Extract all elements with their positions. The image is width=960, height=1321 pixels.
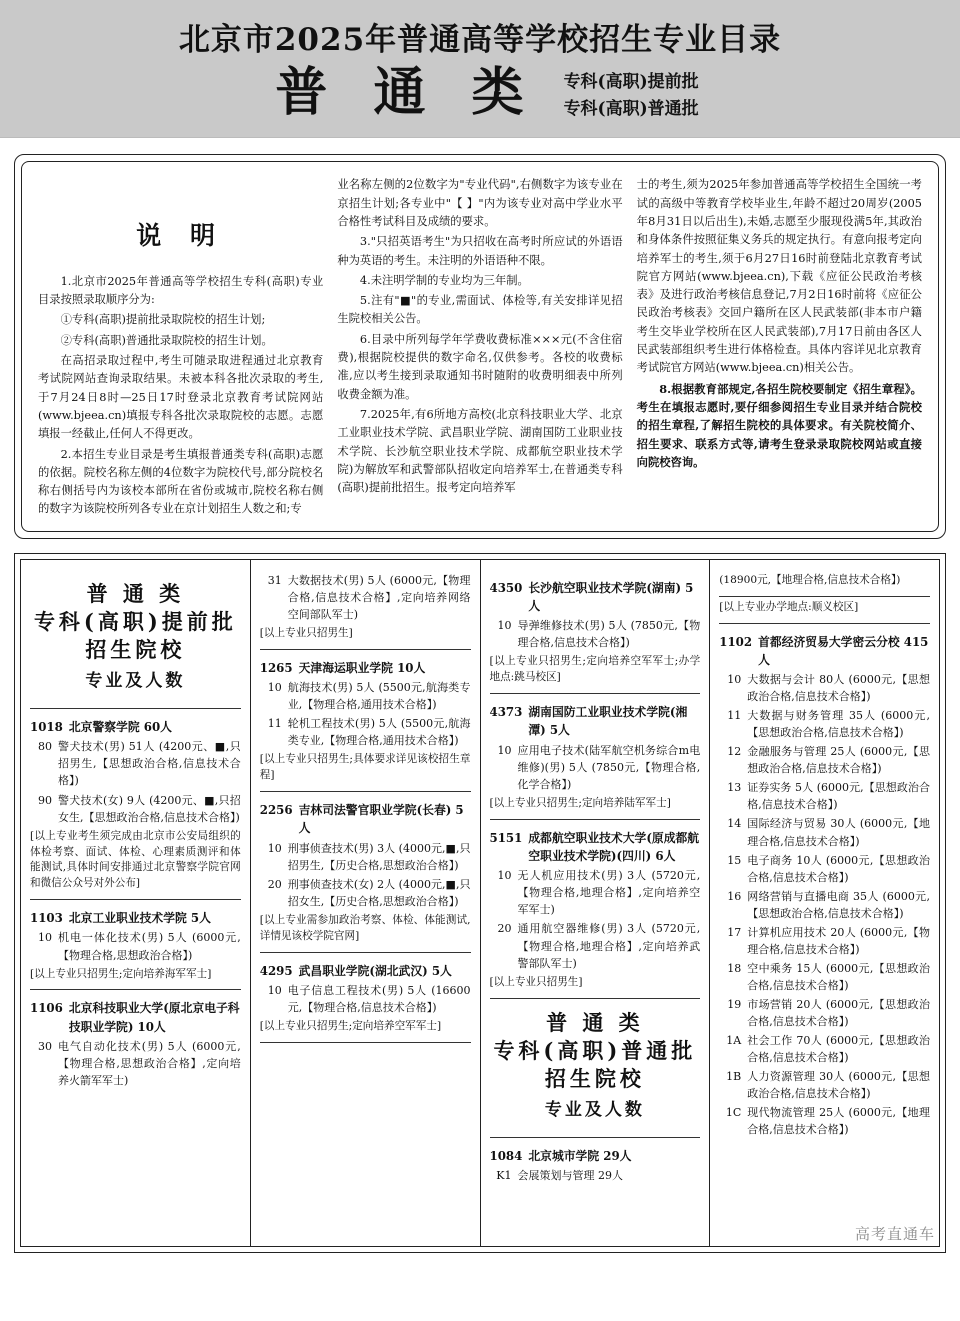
- entry-note: [以上专业只招男生;具体要求详见该校招生章程]: [259, 753, 471, 782]
- explanation-box: [21, 161, 939, 531]
- major-code: 20: [267, 877, 282, 891]
- school-name: 首都经济贸易大学密云分校 415人: [758, 634, 929, 667]
- banner-line-3: 招生院校: [544, 1066, 645, 1092]
- major-code: 10: [497, 743, 512, 757]
- major-entry: [260, 876, 471, 910]
- major-text: 电子信息工程技术(男) 5人 (16600元,【物理合格,信息技术合格】): [287, 983, 471, 1014]
- major-entry: [719, 960, 930, 994]
- major-text: 机电一体化技术(男) 5人 (6000元,【物理合格,思想政治合格】): [58, 931, 241, 962]
- header-batches: [564, 63, 699, 123]
- major-text: 计算机应用技术 20人 (6000元,【物理合格,信息技术合格】): [747, 925, 930, 956]
- major-code: 10: [727, 673, 742, 687]
- school-entry: [260, 801, 471, 838]
- major-text: 通用航空器维修(男) 3人 (5720元,【物理合格,地理合格】,定向培养武警部队军士): [517, 922, 701, 970]
- major-code: 13: [727, 781, 742, 795]
- header-row: [0, 63, 960, 123]
- major-text: 会展策划与管理 29人: [517, 1169, 623, 1183]
- major-text: 电气自动化技术(男) 5人 (6000元,【物理合格,思想政治合格】,定向培养火箭军军士): [58, 1040, 241, 1088]
- major-code: 12: [727, 745, 742, 759]
- school-entry: [260, 659, 471, 677]
- major-entry: [719, 707, 930, 741]
- major-code: 1C: [725, 1106, 742, 1120]
- explain-p-bold: 8.根据教育部规定,各招生院校要制定《招生章程》。考生在填报志愿时,要仔细参阅招生专业目录并结合院校的招生章程,了解招生院校的具体要求。有关院校简介、招生要求、联系方式等,请考生登录录取院校网站或直接向院校咨询。: [636, 381, 922, 469]
- divider: [490, 1137, 701, 1138]
- major-text: 现代物流管理 25人 (6000元,【地理合格,信息技术合格】): [747, 1106, 930, 1137]
- major-code: 11: [267, 717, 282, 731]
- explain-p: 6.目录中所列每学年学费收费标准×××元(不含住宿费),根据院校提供的数字命名,仅供参考。各校的收费标准,应以考生接到录取通知书时随附的收费明细表中所列收费金额为准。: [337, 332, 623, 401]
- explain-p: 3."只招英语考生"为只招收在高考时所应试的外语语种为英语的考生。未注明的外语语种不限。: [337, 235, 623, 267]
- banner-line-4: 专业及人数: [85, 670, 186, 691]
- catalog-entries: [30, 718, 241, 1089]
- major-entry: [719, 852, 930, 886]
- entry-note: [以上专业办学地点:顺义校区]: [719, 600, 859, 613]
- school-name: 武昌职业学院(湖北武汉) 5人: [298, 963, 452, 978]
- major-text: 警犬技术(女) 9人 (4200元、■,只招女生,【思想政治合格,信息技术合格】): [58, 793, 241, 824]
- school-entry: [30, 999, 241, 1036]
- school-code: 1018: [30, 720, 63, 735]
- banner-line-1: 普 通 类: [546, 1009, 644, 1035]
- major-text: 空中乘务 15人 (6000元,【思想政治合格,信息技术合格】): [747, 961, 930, 992]
- major-entry: [490, 617, 701, 651]
- divider: [490, 819, 701, 820]
- divider: [260, 952, 471, 953]
- major-entry: [260, 840, 471, 874]
- divider: [260, 649, 471, 650]
- major-code: 16: [727, 889, 742, 903]
- banner-regular-batch: [490, 1009, 701, 1123]
- major-entry: [260, 715, 471, 749]
- major-text: 证券实务 5人 (6000元,【思想政治合格,信息技术合格】): [747, 781, 930, 812]
- major-entry: [719, 671, 930, 705]
- catalog-column-4: [710, 560, 939, 1246]
- catalog-entries: [260, 572, 471, 1043]
- major-entry: [490, 920, 701, 971]
- school-entry: [30, 718, 241, 736]
- major-entry: [260, 679, 471, 713]
- major-entry: [260, 572, 471, 623]
- catalog-column-3: [481, 560, 711, 1246]
- explain-p: ②专科(高职)普通批录取院校的招生计划。: [60, 333, 273, 347]
- major-entry: [30, 1038, 241, 1089]
- major-code: 18: [727, 961, 742, 975]
- major-code: 10: [267, 983, 282, 997]
- explain-p: 在高招录取过程中,考生可随录取进程通过北京教育考试院网站查询录取结果。未被本科各批次录取的考生,于7月24日8时—25日17时登录北京教育考试院网站(www.bjeea.cn)填报专科各批次录取院校的志愿。志愿填报一经截止,任何人不得更改。: [38, 354, 324, 441]
- school-code: 1102: [719, 634, 753, 649]
- banner-line-4: 专业及人数: [544, 1099, 645, 1120]
- school-name: 长沙航空职业技术学院(湖南) 5人: [528, 580, 694, 614]
- major-entry: [30, 929, 241, 963]
- explain-p: 7.2025年,有6所地方高校(北京科技职业大学、北京工业职业技术学院、武昌职业学院、湖南国防工业职业技术学院、长沙航空职业技术学院、成都航空职业技术学院)为解放军和武警部队招收定向培养军士,在普通类专科(高职)提前批招生。报考定向培养军: [337, 407, 623, 495]
- catalog-column-2: [251, 560, 481, 1246]
- school-name: 成都航空职业技术大学(原成都航空职业技术学院)(四川) 6人: [528, 830, 700, 864]
- major-text: 国际经济与贸易 30人 (6000元,【地理合格,信息技术合格】): [747, 817, 930, 848]
- major-code: 19: [727, 997, 742, 1011]
- school-name: 北京工业职业技术学院 5人: [68, 911, 211, 926]
- school-entry: [490, 703, 701, 740]
- banner-line-2: 专科(高职)普通批: [493, 1037, 697, 1063]
- entry-note: [以上专业只招男生;定向培养空军军士;办学地点:跳马校区]: [489, 655, 701, 684]
- major-entry: [490, 867, 701, 918]
- page-header: [0, 0, 960, 138]
- major-code: 31: [267, 573, 282, 587]
- divider: [30, 989, 241, 990]
- major-entry: [719, 743, 930, 777]
- catalog-column-1: [21, 560, 251, 1246]
- page-title: 北京市2025年普通高等学校招生专业目录: [178, 22, 782, 58]
- batch-regular-label: 专科(高职)普通批: [563, 99, 699, 120]
- school-entry: [30, 909, 241, 927]
- school-name: 湖南国防工业职业技术学院(湘潭) 5人: [528, 705, 688, 738]
- major-text: 无人机应用技术(男) 3人 (5720元,【物理合格,地理合格】,定向培养空军军士): [517, 869, 701, 917]
- major-entry: [719, 1104, 930, 1138]
- entry-note: (18900元,【地理合格,信息技术合格】): [719, 573, 901, 586]
- banner-early-batch: [30, 580, 241, 694]
- major-code: 15: [727, 853, 742, 867]
- entry-note: [以上专业只招男生]: [259, 626, 353, 639]
- major-code: K1: [496, 1169, 512, 1183]
- explanation-column-1: [38, 176, 323, 520]
- explain-p: 2.本招生专业目录是考生填报普通类专科(高职)志愿的依据。院校名称左侧的4位数字为院校代号,部分院校名称右侧括号内为该校本部所在省份或城市,院校名称右侧的数字为该院校所列各专业在京计划招生人数之和;专: [38, 447, 324, 516]
- major-text: 社会工作 70人 (6000元,【思想政治合格,信息技术合格】): [747, 1034, 930, 1065]
- school-name: 天津海运职业学院 10人: [298, 660, 426, 675]
- school-entry: [260, 962, 471, 980]
- divider: [30, 899, 241, 900]
- major-text: 警犬技术(男) 51人 (4200元、■,只招男生,【思想政治合格,信息技术合格】): [58, 740, 241, 788]
- divider: [260, 791, 471, 792]
- header-category: 普 通 类: [275, 61, 538, 123]
- major-code: 80: [38, 740, 52, 754]
- major-code: 30: [38, 1040, 52, 1054]
- major-code: 20: [497, 922, 512, 936]
- divider: [490, 998, 701, 999]
- entry-note: [以上专业只招男生;定向培养陆军军士]: [489, 796, 671, 809]
- major-code: 10: [267, 681, 282, 695]
- school-code: 1084: [489, 1148, 523, 1163]
- major-text: 金融服务与管理 25人 (6000元,【思想政治合格,信息技术合格】): [747, 745, 930, 776]
- major-entry: [719, 1068, 930, 1102]
- divider: [260, 1042, 471, 1043]
- school-entry: [490, 579, 701, 616]
- watermark: 高考直通车: [854, 1225, 935, 1243]
- major-entry: [260, 982, 471, 1016]
- school-name: 北京城市学院 29人: [528, 1148, 632, 1163]
- explanation-column-3: [637, 176, 922, 520]
- major-entry: [719, 1032, 930, 1066]
- batch-early-label: 专科(高职)提前批: [563, 72, 699, 92]
- explain-p: 士的考生,须为2025年参加普通高等学校招生全国统一考试的高级中等教育学校毕业生,年龄不超过20周岁(2005年8月31日以后出生),未婚,志愿至少服现役满5年,其政治和身体条件按照征集义务兵的规定执行。有意向报考定向培养军士的考生,须于6月27日16时前登陆北京教育考试院官方网站(www.bjeea.cn),下载《应征公民政治考核表》及进行政治考核信息登记,7月2日16时前将《应征公民政治考核表》交回户籍所在区人民武装部(非本市户籍考生交毕业学校所在区人民武装部),7月17日前由各区人民武装部组织考生进行体格检查。具体内容详见北京教育考试院官方网站(www.bjeea.cn)相关公告。: [636, 178, 922, 375]
- major-text: 航海技术(男) 5人 (5500元,航海类专业,【物理合格,通用技术合格】): [287, 681, 471, 712]
- school-code: 4295: [259, 963, 293, 978]
- major-code: 10: [497, 869, 512, 883]
- school-entry: [490, 829, 701, 866]
- major-text: 网络营销与直播电商 35人 (6000元,【思想政治合格,信息技术合格】): [747, 889, 930, 920]
- major-code: 10: [497, 619, 512, 633]
- divider: [30, 708, 241, 709]
- major-text: 导弹维修技术(男) 5人 (7850元,【物理合格,信息技术合格】): [517, 619, 701, 650]
- major-code: 90: [38, 793, 52, 807]
- major-text: 大数据技术(男) 5人 (6000元,【物理合格,信息技术合格】,定向培养网络空间部队军士): [287, 573, 471, 621]
- major-code: 11: [727, 709, 742, 723]
- divider: [719, 623, 930, 624]
- explain-p: 4.未注明学制的专业均为三年制。: [359, 273, 529, 287]
- major-code: 10: [38, 931, 52, 945]
- explain-p: 5.注有"■"的专业,需面试、体检等,有关安排详见招生院校相关公告。: [337, 294, 623, 326]
- major-entry: [490, 742, 701, 793]
- major-entry: [719, 888, 930, 922]
- major-code: 10: [267, 841, 282, 855]
- entry-note: [以上专业考生须完成由北京市公安局组织的体检考察、面试、体检、心理素质测评和体能测试,具体时间安排通过北京警察学院官网和微信公众号对外公布]: [30, 829, 241, 890]
- major-entry: [719, 779, 930, 813]
- school-entry: [490, 1147, 701, 1165]
- banner-line-1: 普 通 类: [86, 580, 185, 606]
- major-text: 大数据与会计 80人 (6000元,【思想政治合格,信息技术合格】): [747, 673, 930, 704]
- explanation-title: 说 明: [136, 221, 226, 251]
- banner-line-2: 专科(高职)提前批: [33, 609, 237, 635]
- divider: [719, 596, 930, 597]
- school-code: 1103: [30, 911, 63, 926]
- major-entry: [719, 924, 930, 958]
- major-entry: [30, 738, 241, 789]
- major-code: 14: [727, 817, 742, 831]
- explain-p: 业名称左侧的2位数字为"专业代码",右侧数字为该专业在京招生计划;各专业中"【 】"内为该专业对高中学业水平合格性考试科目及成绩的要求。: [337, 178, 623, 228]
- catalog-entries: [490, 579, 701, 1184]
- banner-line-3: 招生院校: [85, 637, 186, 663]
- explanation-section: [14, 154, 946, 538]
- entry-note: [以上专业需参加政治考察、体检、体能测试,详情见该校学院官网]: [259, 913, 471, 942]
- entry-note: [以上专业只招男生]: [489, 975, 583, 988]
- catalog-columns: [20, 559, 940, 1247]
- school-name: 吉林司法警官职业学院(长春) 5人: [298, 803, 464, 836]
- major-entry: [490, 1167, 701, 1184]
- divider: [490, 693, 701, 694]
- explanation-column-2: [337, 176, 622, 520]
- catalog-entries: [719, 573, 930, 1139]
- school-code: 2256: [259, 803, 293, 818]
- school-code: 1265: [259, 660, 293, 675]
- major-text: 刑事侦查技术(女) 2人 (4000元,■,只招女生,【历史合格,思想政治合格】): [287, 877, 471, 908]
- major-code: 1B: [726, 1070, 742, 1084]
- entry-note: [以上专业只招男生;定向培养海军军士]: [30, 967, 212, 980]
- major-text: 应用电子技术(陆军航空机务综合m电维修)(男) 5人 (7850元,【物理合格,化学合格】): [517, 743, 701, 791]
- school-entry: [719, 633, 930, 670]
- major-entry: [719, 815, 930, 849]
- explain-p: ①专科(高职)提前批录取院校的招生计划;: [60, 313, 266, 327]
- major-code: 17: [727, 925, 742, 939]
- major-code: 1A: [726, 1034, 742, 1048]
- major-text: 刑事侦查技术(男) 3人 (4000元,■,只招男生,【历史合格,思想政治合格】): [287, 841, 471, 872]
- major-text: 轮机工程技术(男) 5人 (5500元,航海类专业,【物理合格,通用技术合格】): [287, 717, 471, 748]
- explain-p: 1.北京市2025年普通高等学校招生专科(高职)专业目录按照录取顺序分为:: [38, 274, 324, 307]
- school-name: 北京警察学院 60人: [68, 720, 172, 735]
- school-code: 1106: [30, 1001, 63, 1016]
- major-text: 电子商务 10人 (6000元,【思想政治合格,信息技术合格】): [747, 853, 930, 884]
- major-text: 市场营销 20人 (6000元,【思想政治合格,信息技术合格】): [747, 997, 930, 1028]
- school-name: 北京科技职业大学(原北京电子科技职业学院) 10人: [68, 1001, 240, 1034]
- major-text: 人力资源管理 30人 (6000元,【思想政治合格,信息技术合格】): [747, 1070, 930, 1101]
- entry-note: [以上专业只招男生;定向培养空军军士]: [259, 1019, 442, 1032]
- catalog-section: [14, 553, 946, 1253]
- major-text: 大数据与财务管理 35人 (6000元,【思想政治合格,信息技术合格】): [747, 709, 930, 740]
- school-code: 4350: [489, 580, 523, 595]
- major-entry: [719, 996, 930, 1030]
- school-code: 5151: [489, 830, 523, 845]
- major-entry: [30, 792, 241, 826]
- school-code: 4373: [489, 705, 523, 720]
